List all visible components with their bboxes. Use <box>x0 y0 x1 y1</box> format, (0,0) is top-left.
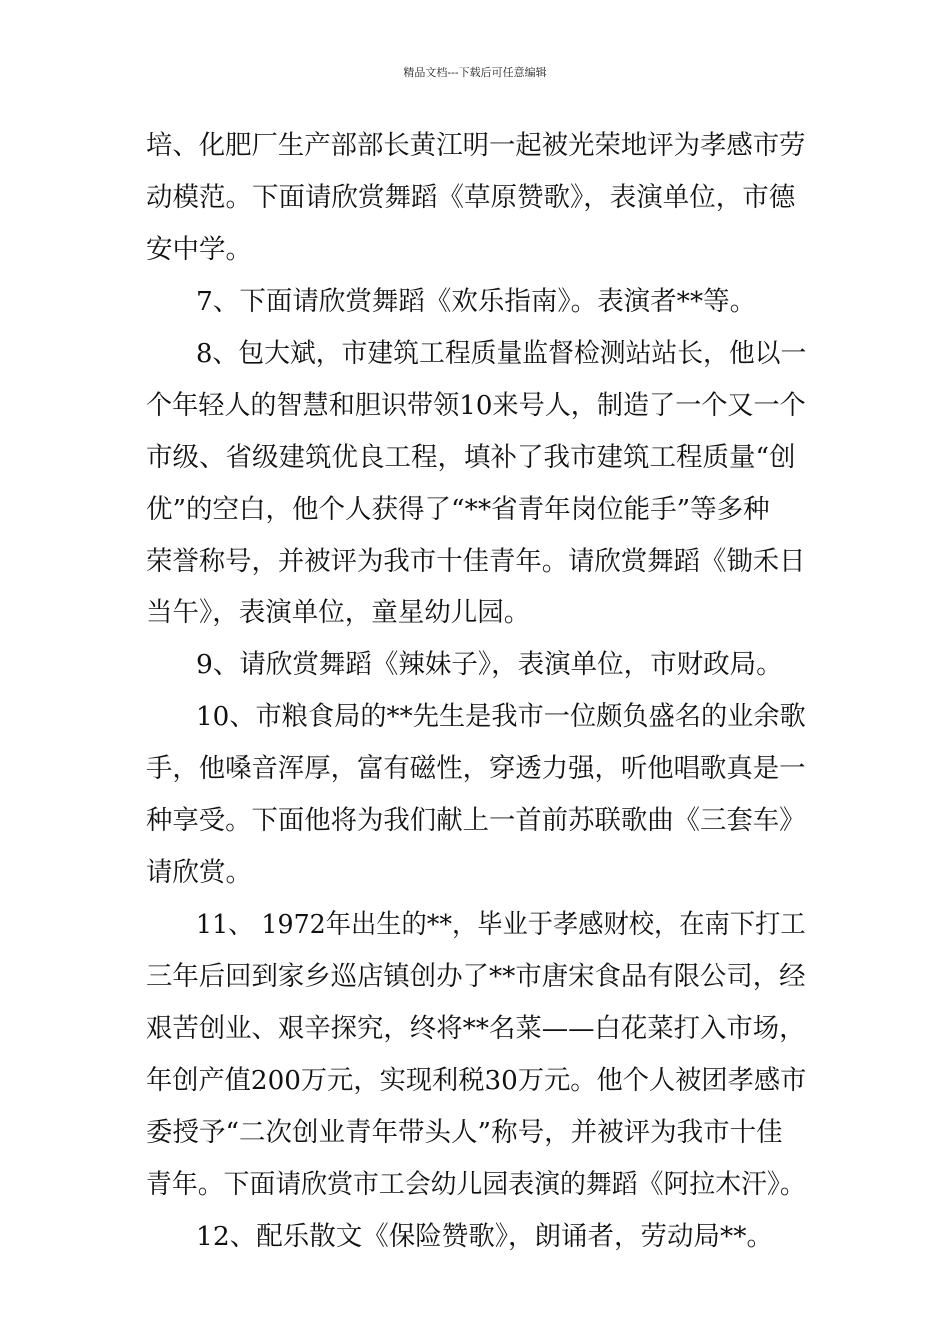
text-line: 种享受。下面他将为我们献上一首前苏联歌曲《三套车》 <box>146 805 806 836</box>
text-line: 优”的空白，他个人获得了“**省青年岗位能手”等多种 <box>146 494 770 525</box>
text-line: 当午》，表演单位，童星幼儿园。 <box>146 597 531 628</box>
text-line: 手，他嗓音浑厚，富有磁性，穿透力强，听他唱歌真是一 <box>146 753 806 784</box>
text-line: 12、配乐散文《保险赞歌》，朗诵者，劳动局**。 <box>196 1221 773 1252</box>
text-line: 动模范。下面请欣赏舞蹈《草原赞歌》，表演单位，市德 <box>146 182 796 213</box>
text-line: 9、请欣赏舞蹈《辣妹子》，表演单位，市财政局。 <box>196 649 783 680</box>
text-line: 11、 1972年出生的**，毕业于孝感财校，在南下打工 <box>196 909 806 940</box>
text-line: 请欣赏。 <box>146 857 252 888</box>
text-line: 7、下面请欣赏舞蹈《欢乐指南》。表演者**等。 <box>196 286 757 317</box>
text-line: 培、化肥厂生产部部长黄江明一起被光荣地评为孝感市劳 <box>146 130 806 161</box>
text-line: 8、包大斌，市建筑工程质量监督检测站站长，他以一 <box>196 338 807 369</box>
text-line: 三年后回到家乡巡店镇创办了**市唐宋食品有限公司，经 <box>146 961 806 992</box>
text-line: 安中学。 <box>146 234 252 265</box>
text-line: 荣誉称号，并被评为我市十佳青年。请欣赏舞蹈《锄禾日 <box>146 546 806 577</box>
text-line: 委授予“二次创业青年带头人”称号，并被评为我市十佳 <box>146 1117 783 1148</box>
text-line: 个年轻人的智慧和胆识带领10来号人，制造了一个又一个 <box>146 390 806 421</box>
text-line: 艰苦创业、艰辛探究，终将**名菜——白花菜打入市场， <box>146 1013 806 1044</box>
text-line: 青年。下面请欣赏市工会幼儿园表演的舞蹈《阿拉木汗》。 <box>146 1169 806 1200</box>
text-line: 年创产值200万元，实现利税30万元。他个人被团孝感市 <box>146 1065 807 1096</box>
page-header: 精品文档---下载后可任意编辑 <box>403 66 547 79</box>
text-line: 市级、省级建筑优良工程，填补了我市建筑工程质量“创 <box>146 442 796 473</box>
text-line: 10、市粮食局的**先生是我市一位颇负盛名的业余歌 <box>196 701 806 732</box>
